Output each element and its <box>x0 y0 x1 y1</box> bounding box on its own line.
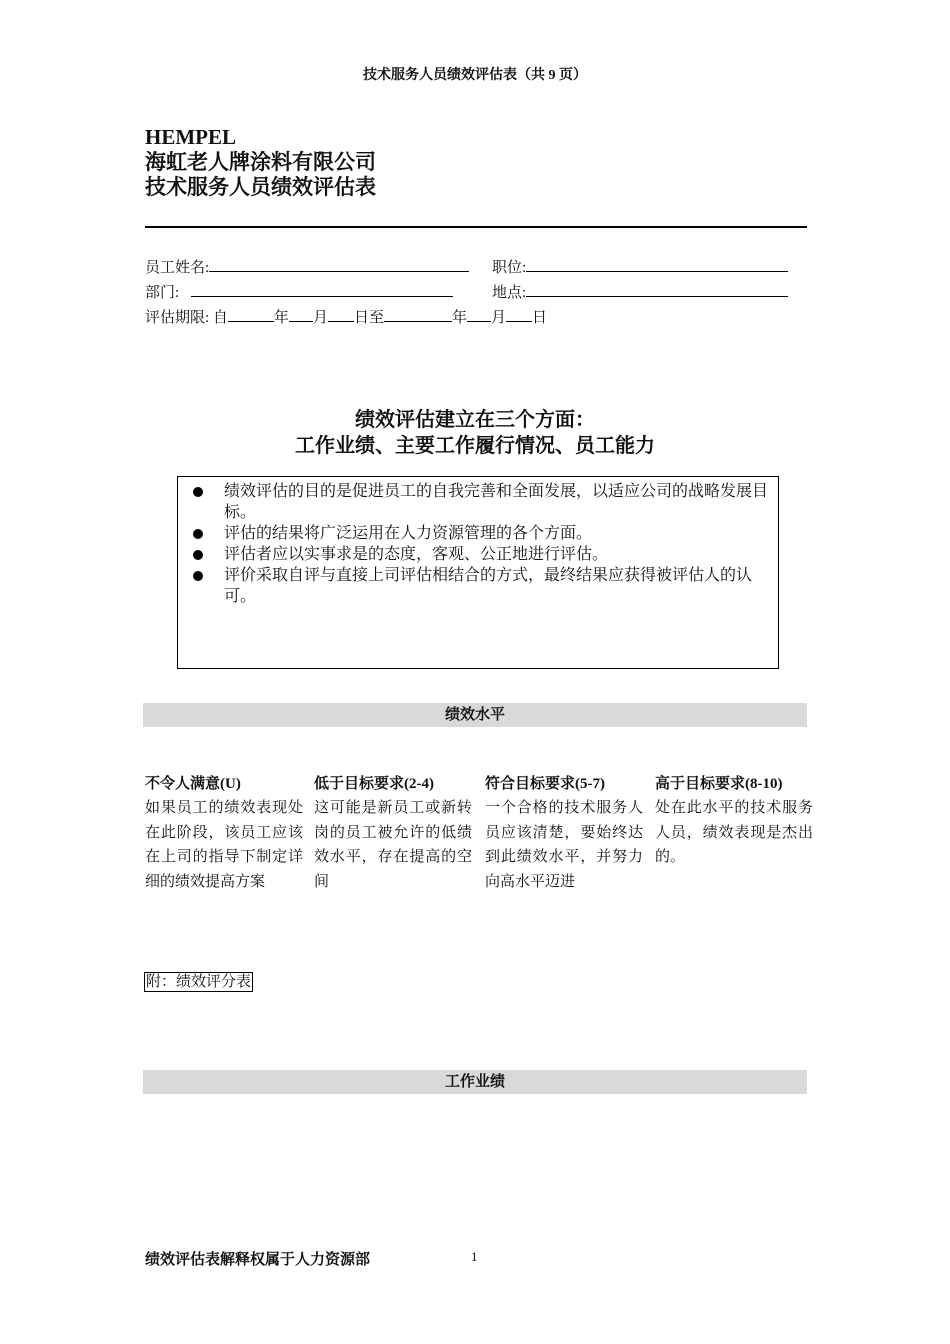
focus-heading-line2: 工作业绩、主要工作履行情况、员工能力 <box>295 435 655 457</box>
principle-text: 绩效评估的目的是促进员工的自我完善和全面发展，以适应公司的战略发展目标。 <box>224 483 769 521</box>
level-below-target <box>314 772 472 894</box>
year-label-2: 年 <box>451 310 467 326</box>
from-month-line[interactable] <box>289 305 313 322</box>
level-above-target <box>655 772 813 870</box>
principle-text: 评价采取自评与直接上司评估相结合的方式，最终结果应获得被评估人的认可。 <box>224 567 753 605</box>
footer-note: 绩效评估表解释权属于人力资源部 <box>145 1252 371 1268</box>
to-year-line[interactable] <box>384 305 452 322</box>
year-label-1: 年 <box>273 310 289 326</box>
level-title: 低于目标要求(2-4) <box>314 776 434 792</box>
department-location-row <box>145 280 805 302</box>
department-label: 部门: <box>145 285 180 301</box>
bullet-icon <box>193 550 203 560</box>
level-meets-target <box>485 772 643 894</box>
month-label-2: 月 <box>490 310 506 326</box>
level-description: 如果员工的绩效表现处在此阶段，该员工应该在上司的指导下制定详细的绩效提高方案 <box>145 800 303 890</box>
position-label: 职位: <box>492 260 527 276</box>
brand-name: HEMPEL <box>145 125 237 149</box>
employee-name-label: 员工姓名: <box>145 260 210 276</box>
appendix-link[interactable]: 附：绩效评分表 <box>146 974 252 990</box>
to-month-line[interactable] <box>467 305 491 322</box>
level-description: 这可能是新员工或新转岗的员工被允许的低绩效水平，存在提高的空间 <box>314 800 472 890</box>
month-label-1: 月 <box>312 310 328 326</box>
page-header-title: 技术服务人员绩效评估表（共 9 页） <box>363 68 587 83</box>
from-day-line[interactable] <box>328 305 354 322</box>
level-unsatisfactory <box>145 772 303 894</box>
location-label: 地点: <box>492 285 527 301</box>
evaluation-period-row <box>145 305 547 327</box>
from-year-line[interactable] <box>228 305 274 322</box>
principle-item <box>191 544 771 565</box>
level-title: 不令人满意(U) <box>145 776 241 792</box>
level-title: 高于目标要求(8-10) <box>655 776 783 792</box>
principle-text: 评估的结果将广泛运用在人力资源管理的各个方面。 <box>224 525 593 542</box>
page-number: 1 <box>471 1249 478 1264</box>
principle-item <box>191 523 771 544</box>
performance-levels <box>145 772 825 932</box>
company-name: 海虹老人牌涂料有限公司 <box>145 150 376 174</box>
employee-name-field[interactable] <box>145 255 469 279</box>
department-field[interactable] <box>145 280 453 304</box>
day-to-label: 日至 <box>353 310 384 326</box>
location-line[interactable] <box>526 280 788 297</box>
name-position-row <box>145 255 805 277</box>
bullet-icon <box>193 571 203 581</box>
level-description: 处在此水平的技术服务人员，绩效表现是杰出的。 <box>655 800 813 865</box>
principle-item <box>191 565 771 607</box>
day-label-2: 日 <box>532 310 548 326</box>
principles-list <box>191 481 771 607</box>
form-title: 技术服务人员绩效评估表 <box>145 175 376 199</box>
department-line[interactable] <box>191 280 453 297</box>
level-description: 一个合格的技术服务人员应该清楚，要始终达到此绩效水平，并努力向高水平迈进 <box>485 800 643 890</box>
position-line[interactable] <box>526 255 788 272</box>
period-label: 评估期限: 自 <box>145 310 228 326</box>
principles-box <box>177 476 779 669</box>
performance-level-heading: 绩效水平 <box>143 703 807 727</box>
location-field[interactable] <box>492 280 788 304</box>
level-title: 符合目标要求(5-7) <box>485 776 605 792</box>
principle-text: 评估者应以实事求是的态度，客观、公正地进行评估。 <box>224 546 609 563</box>
employee-name-line[interactable] <box>209 255 469 272</box>
principle-item <box>191 481 771 523</box>
work-performance-heading: 工作业绩 <box>143 1070 807 1094</box>
to-day-line[interactable] <box>506 305 532 322</box>
bullet-icon <box>193 487 203 497</box>
header-divider <box>145 226 807 228</box>
bullet-icon <box>193 529 203 539</box>
company-block <box>145 125 376 200</box>
focus-heading-line1: 绩效评估建立在三个方面： <box>355 409 595 431</box>
position-field[interactable] <box>492 255 788 279</box>
